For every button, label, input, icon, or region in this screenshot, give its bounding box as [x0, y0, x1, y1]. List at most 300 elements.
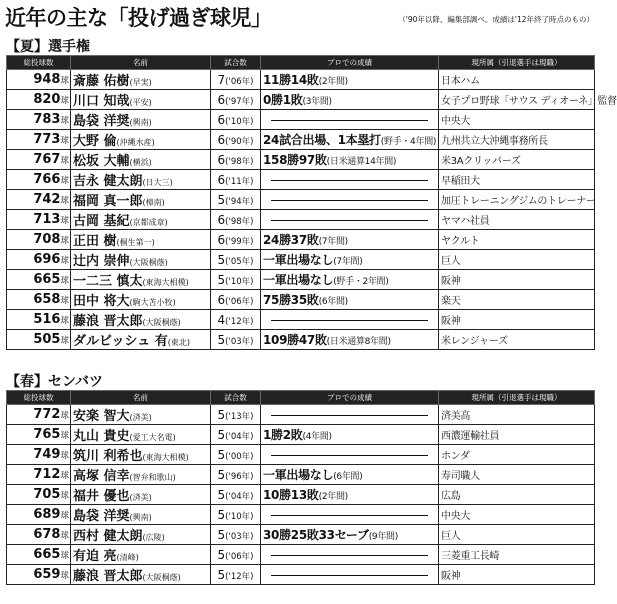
col-header-games: 試合数	[211, 391, 261, 405]
summer-section-title: 【夏】選手権	[6, 39, 90, 55]
affiliation-cell: 米レンジャーズ	[439, 330, 595, 350]
tournament-year: ('98年)	[225, 156, 254, 167]
affiliation-cell: 阪神	[439, 270, 595, 290]
games-count: 6	[217, 112, 226, 127]
tournament-year: ('04年)	[225, 491, 254, 502]
pro-record-note: (2年間)	[318, 492, 348, 502]
pitch-count-cell	[7, 405, 71, 425]
table-row	[7, 405, 595, 425]
pro-record-cell	[261, 505, 439, 525]
col-header-pro: プロでの成績	[261, 56, 439, 70]
school-name: (東海大相模)	[142, 278, 189, 287]
table-row	[7, 330, 595, 350]
player-name: 古岡 基紀	[73, 214, 130, 229]
pitch-count-cell	[7, 310, 71, 330]
games-cell	[211, 230, 261, 250]
pro-record-cell	[261, 545, 439, 565]
affiliation-cell: 女子プロ野球「サウス ディオーネ」監督	[439, 90, 595, 110]
games-count: 5	[217, 407, 226, 422]
pitch-count-cell	[7, 525, 71, 545]
games-cell	[211, 90, 261, 110]
player-name: 川口 知哉	[73, 94, 130, 109]
tournament-year: ('13年)	[225, 411, 254, 422]
tournament-year: ('00年)	[225, 451, 254, 462]
pro-record-note: (6年間)	[318, 297, 348, 307]
pro-record-cell	[261, 270, 439, 290]
pitch-count: 505	[33, 332, 61, 347]
pitch-unit: 球	[60, 216, 69, 226]
table-row	[7, 190, 595, 210]
games-count: 6	[217, 132, 226, 147]
school-name: (日大三)	[142, 178, 173, 187]
games-cell	[211, 565, 261, 585]
player-cell	[71, 405, 211, 425]
pitch-count-cell	[7, 425, 71, 445]
pitch-count: 749	[33, 447, 61, 462]
pitch-count: 696	[33, 252, 61, 267]
player-name: 吉永 健太朗	[73, 174, 143, 189]
pro-record: 0勝1敗	[263, 93, 303, 107]
games-count: 6	[217, 92, 226, 107]
school-name: (興南)	[129, 513, 152, 522]
pitch-unit: 球	[60, 571, 69, 581]
pitch-unit: 球	[60, 136, 69, 146]
pro-record-cell	[261, 130, 439, 150]
table-row	[7, 565, 595, 585]
games-cell	[211, 525, 261, 545]
player-cell	[71, 90, 211, 110]
school-name: (大阪桐蔭)	[129, 258, 168, 267]
player-cell	[71, 525, 211, 545]
affiliation-cell: 米3Aクリッパーズ	[439, 150, 595, 170]
games-count: 5	[217, 567, 226, 582]
player-name: 松坂 大輔	[73, 154, 130, 169]
pro-record-cell	[261, 150, 439, 170]
pitch-count-cell	[7, 190, 71, 210]
pro-record-note: (4年間)	[302, 432, 332, 442]
tournament-year: ('05年)	[225, 256, 254, 267]
player-name: 大野 倫	[73, 134, 117, 149]
player-cell	[71, 290, 211, 310]
player-name: 正田 樹	[73, 234, 117, 249]
pitch-unit: 球	[60, 511, 69, 521]
pitch-count-cell	[7, 445, 71, 465]
pitch-count: 783	[33, 112, 61, 127]
summer-header-row	[7, 56, 595, 70]
player-name: 辻内 崇伸	[73, 254, 130, 269]
pitch-count: 713	[33, 212, 61, 227]
school-name: (横浜)	[129, 158, 152, 167]
pro-record: 158勝97敗	[263, 153, 327, 167]
player-cell	[71, 330, 211, 350]
games-cell	[211, 210, 261, 230]
affiliation-cell: 広島	[439, 485, 595, 505]
table-row	[7, 425, 595, 445]
pro-record: 1勝2敗	[263, 428, 303, 442]
pro-record-cell	[261, 70, 439, 90]
pro-record-note: (2年間)	[318, 77, 348, 87]
player-cell	[71, 545, 211, 565]
tournament-year: ('03年)	[225, 336, 254, 347]
pitch-count: 708	[33, 232, 61, 247]
player-cell	[71, 150, 211, 170]
pitch-unit: 球	[60, 256, 69, 266]
pitch-count: 658	[33, 292, 61, 307]
tournament-year: ('94年)	[225, 196, 254, 207]
games-count: 5	[217, 447, 226, 462]
table-row	[7, 525, 595, 545]
games-cell	[211, 310, 261, 330]
table-row	[7, 90, 595, 110]
table-row	[7, 210, 595, 230]
pitch-unit: 球	[60, 116, 69, 126]
games-count: 6	[217, 172, 226, 187]
tournament-year: ('12年)	[225, 316, 254, 327]
pitch-unit: 球	[60, 96, 69, 106]
player-cell	[71, 70, 211, 90]
pitch-count-cell	[7, 130, 71, 150]
pro-record-cell	[261, 445, 439, 465]
player-name: 高塚 信幸	[73, 469, 130, 484]
school-name: (東海大相模)	[142, 453, 189, 462]
player-cell	[71, 445, 211, 465]
games-count: 6	[217, 232, 226, 247]
games-cell	[211, 110, 261, 130]
pro-record-cell	[261, 290, 439, 310]
tournament-year: ('06年)	[225, 551, 254, 562]
pro-record: 11勝14敗	[263, 73, 319, 87]
games-count: 5	[217, 527, 226, 542]
pitch-count: 712	[33, 467, 61, 482]
pro-record: 一軍出場なし	[263, 273, 334, 287]
pro-record-note: (6年間)	[333, 472, 363, 482]
col-header-games: 試合数	[211, 56, 261, 70]
col-header-affiliation: 現所属（引退選手は現職）	[439, 56, 595, 70]
games-count: 5	[217, 272, 226, 287]
col-header-affiliation: 現所属（引退選手は現職）	[439, 391, 595, 405]
games-cell	[211, 70, 261, 90]
pitch-count-cell	[7, 250, 71, 270]
games-cell	[211, 250, 261, 270]
school-name: (桐生第一)	[116, 238, 155, 247]
pitch-unit: 球	[60, 156, 69, 166]
pro-record: 10勝13敗	[263, 488, 319, 502]
school-name: (興南)	[129, 118, 152, 127]
games-count: 6	[217, 292, 226, 307]
affiliation-cell: 加圧トレーニングジムのトレーナー	[439, 190, 595, 210]
player-cell	[71, 130, 211, 150]
player-name: 西村 健太朗	[73, 529, 143, 544]
games-cell	[211, 405, 261, 425]
affiliation-cell: 日本ハム	[439, 70, 595, 90]
table-row	[7, 110, 595, 130]
games-count: 5	[217, 487, 226, 502]
col-header-pitches: 総投球数	[7, 56, 71, 70]
pitch-unit: 球	[60, 236, 69, 246]
player-cell	[71, 210, 211, 230]
tournament-year: ('10年)	[225, 116, 254, 127]
player-cell	[71, 565, 211, 585]
player-cell	[71, 425, 211, 445]
player-name: 一二三 慎太	[73, 274, 143, 289]
pitch-count: 516	[33, 312, 61, 327]
player-name: 田中 将大	[73, 294, 130, 309]
col-header-pitches: 総投球数	[7, 391, 71, 405]
tournament-year: ('03年)	[225, 531, 254, 542]
games-count: 5	[217, 507, 226, 522]
affiliation-cell: 中央大	[439, 505, 595, 525]
affiliation-cell: 楽天	[439, 290, 595, 310]
pitch-count-cell	[7, 70, 71, 90]
games-cell	[211, 130, 261, 150]
player-cell	[71, 505, 211, 525]
pitch-count: 767	[33, 152, 61, 167]
table-row	[7, 465, 595, 485]
affiliation-cell: 早稲田大	[439, 170, 595, 190]
pitch-unit: 球	[60, 411, 69, 421]
pitch-count: 766	[33, 172, 61, 187]
games-count: 5	[217, 252, 226, 267]
games-count: 5	[217, 427, 226, 442]
spring-section-title: 【春】センバツ	[6, 374, 104, 390]
pitch-count-cell	[7, 485, 71, 505]
spring-header-row	[7, 391, 595, 405]
games-cell	[211, 330, 261, 350]
pitch-unit: 球	[60, 491, 69, 501]
table-row	[7, 150, 595, 170]
pro-record-cell	[261, 330, 439, 350]
pro-record: 30勝25敗33セーブ	[263, 528, 369, 542]
school-name: (清峰)	[116, 553, 139, 562]
player-name: 藤浪 晋太郎	[73, 569, 143, 584]
pro-record-note: (日米通算8年間)	[326, 337, 391, 347]
pro-record-cell	[261, 565, 439, 585]
pitch-count: 665	[33, 272, 61, 287]
tournament-year: ('10年)	[225, 276, 254, 287]
pitch-count: 742	[33, 192, 61, 207]
school-name: (駒大苫小牧)	[129, 298, 176, 307]
pitch-unit: 球	[60, 296, 69, 306]
games-count: 4	[217, 312, 226, 327]
affiliation-cell: 阪神	[439, 565, 595, 585]
pro-record-cell	[261, 310, 439, 330]
table-row	[7, 290, 595, 310]
pitch-unit: 球	[60, 276, 69, 286]
pitch-count: 705	[33, 487, 61, 502]
pitch-count-cell	[7, 465, 71, 485]
pitch-count: 689	[33, 507, 61, 522]
player-name: 福井 優也	[73, 489, 130, 504]
pitch-count: 772	[33, 407, 61, 422]
player-cell	[71, 485, 211, 505]
pitch-count-cell	[7, 90, 71, 110]
pro-record-note: (3年間)	[302, 97, 332, 107]
pitch-count-cell	[7, 150, 71, 170]
affiliation-cell: 中央大	[439, 110, 595, 130]
affiliation-cell: 寿司職人	[439, 465, 595, 485]
pitch-count: 678	[33, 527, 61, 542]
player-cell	[71, 190, 211, 210]
school-name: (大阪桐蔭)	[142, 318, 181, 327]
table-row	[7, 545, 595, 565]
player-cell	[71, 110, 211, 130]
table-row	[7, 130, 595, 150]
school-name: (広陵)	[142, 533, 165, 542]
games-count: 5	[217, 467, 226, 482]
pro-record-cell	[261, 250, 439, 270]
col-header-name: 名前	[71, 56, 211, 70]
player-cell	[71, 170, 211, 190]
pitch-count-cell	[7, 545, 71, 565]
pitch-count-cell	[7, 170, 71, 190]
player-name: 藤浪 晋太郎	[73, 314, 143, 329]
pro-record: 一軍出場なし	[263, 253, 334, 267]
table-row	[7, 505, 595, 525]
pitch-unit: 球	[60, 531, 69, 541]
affiliation-cell: ヤマハ社員	[439, 210, 595, 230]
pro-record-note: (9年間)	[368, 532, 398, 542]
pro-record-cell	[261, 170, 439, 190]
pitch-count: 948	[33, 72, 61, 87]
tournament-year: ('99年)	[225, 236, 254, 247]
pitch-count-cell	[7, 110, 71, 130]
pro-record-note: (野手・4年間)	[380, 137, 437, 147]
school-name: (済美)	[129, 413, 152, 422]
tournament-year: ('90年)	[225, 136, 254, 147]
col-header-pro: プロでの成績	[261, 391, 439, 405]
games-cell	[211, 150, 261, 170]
source-note: （'90年以降、編集部調べ。成績は'12年終了時点のもの）	[398, 15, 594, 24]
pro-record-cell	[261, 210, 439, 230]
school-name: (大阪桐蔭)	[142, 573, 181, 582]
summer-table	[6, 55, 617, 350]
table-row	[7, 270, 595, 290]
pitch-unit: 球	[60, 451, 69, 461]
pitch-count: 765	[33, 427, 61, 442]
affiliation-cell: 阪神	[439, 310, 595, 330]
spring-table	[6, 390, 595, 585]
school-name: (東北)	[167, 338, 190, 347]
page-title: 近年の主な「投げ過ぎ球児」	[5, 6, 272, 30]
tournament-year: ('97年)	[225, 96, 254, 107]
school-name: (済美)	[129, 493, 152, 502]
games-cell	[211, 270, 261, 290]
pitch-unit: 球	[60, 196, 69, 206]
school-name: (智弁和歌山)	[129, 473, 176, 482]
table-row	[7, 70, 595, 90]
school-name: (平安)	[129, 98, 152, 107]
pitch-count: 665	[33, 547, 61, 562]
table-row	[7, 170, 595, 190]
table-row	[7, 445, 595, 465]
pitch-unit: 球	[60, 471, 69, 481]
school-name: (愛工大名電)	[129, 433, 176, 442]
player-name: 有迫 亮	[73, 549, 117, 564]
games-cell	[211, 170, 261, 190]
games-cell	[211, 290, 261, 310]
games-count: 6	[217, 152, 226, 167]
pitch-count-cell	[7, 290, 71, 310]
player-name: 安楽 智大	[73, 409, 130, 424]
player-cell	[71, 310, 211, 330]
pitch-unit: 球	[60, 551, 69, 561]
pro-record-note: (野手・2年間)	[333, 277, 389, 287]
col-header-name: 名前	[71, 391, 211, 405]
tournament-year: ('06年)	[225, 76, 254, 87]
affiliation-cell: ヤクルト	[439, 230, 595, 250]
affiliation-cell: 西濃運輸社員	[439, 425, 595, 445]
pitch-count: 773	[33, 132, 61, 147]
player-name: 斎藤 佑樹	[73, 74, 130, 89]
games-cell	[211, 485, 261, 505]
pro-record-cell	[261, 485, 439, 505]
pro-record-cell	[261, 90, 439, 110]
player-name: 丸山 貴史	[73, 429, 130, 444]
player-cell	[71, 230, 211, 250]
player-name: 福岡 真一郎	[73, 194, 143, 209]
games-cell	[211, 545, 261, 565]
pro-record: 75勝35敗	[263, 293, 319, 307]
pro-record-cell	[261, 525, 439, 545]
pitch-unit: 球	[60, 316, 69, 326]
games-cell	[211, 190, 261, 210]
player-name: 筑川 利希也	[73, 449, 143, 464]
pitch-count-cell	[7, 270, 71, 290]
school-name: (沖縄水産)	[116, 138, 155, 147]
tournament-year: ('06年)	[225, 296, 254, 307]
affiliation-cell: 巨人	[439, 250, 595, 270]
tournament-year: ('11年)	[225, 176, 254, 187]
games-cell	[211, 465, 261, 485]
games-count: 5	[217, 332, 226, 347]
affiliation-cell: 九州共立大沖縄事務所長	[439, 130, 595, 150]
games-cell	[211, 425, 261, 445]
games-count: 6	[217, 212, 226, 227]
tournament-year: ('96年)	[225, 471, 254, 482]
pro-record: 一軍出場なし	[263, 468, 334, 482]
school-name: (早実)	[129, 78, 152, 87]
player-cell	[71, 465, 211, 485]
pitch-unit: 球	[60, 76, 69, 86]
tournament-year: ('98年)	[225, 216, 254, 227]
pro-record: 24試合出場、1本塁打	[263, 133, 381, 147]
table-row	[7, 485, 595, 505]
school-name: (京都成章)	[129, 218, 168, 227]
pro-record-cell	[261, 465, 439, 485]
games-cell	[211, 505, 261, 525]
pitch-unit: 球	[60, 176, 69, 186]
pitch-count: 820	[33, 92, 61, 107]
pitch-count: 659	[33, 567, 61, 582]
table-row	[7, 310, 595, 330]
tournament-year: ('10年)	[225, 511, 254, 522]
pro-record-cell	[261, 190, 439, 210]
tournament-year: ('12年)	[225, 571, 254, 582]
player-cell	[71, 250, 211, 270]
games-cell	[211, 445, 261, 465]
affiliation-cell: ホンダ	[439, 445, 595, 465]
pitch-unit: 球	[60, 431, 69, 441]
pitch-count-cell	[7, 505, 71, 525]
table-row	[7, 230, 595, 250]
pitch-unit: 球	[60, 336, 69, 346]
pitch-count-cell	[7, 565, 71, 585]
pro-record-cell	[261, 110, 439, 130]
pro-record: 109勝47敗	[263, 333, 327, 347]
player-name: 島袋 洋奨	[73, 114, 130, 129]
affiliation-cell: 巨人	[439, 525, 595, 545]
pro-record-note: (7年間)	[333, 257, 363, 267]
